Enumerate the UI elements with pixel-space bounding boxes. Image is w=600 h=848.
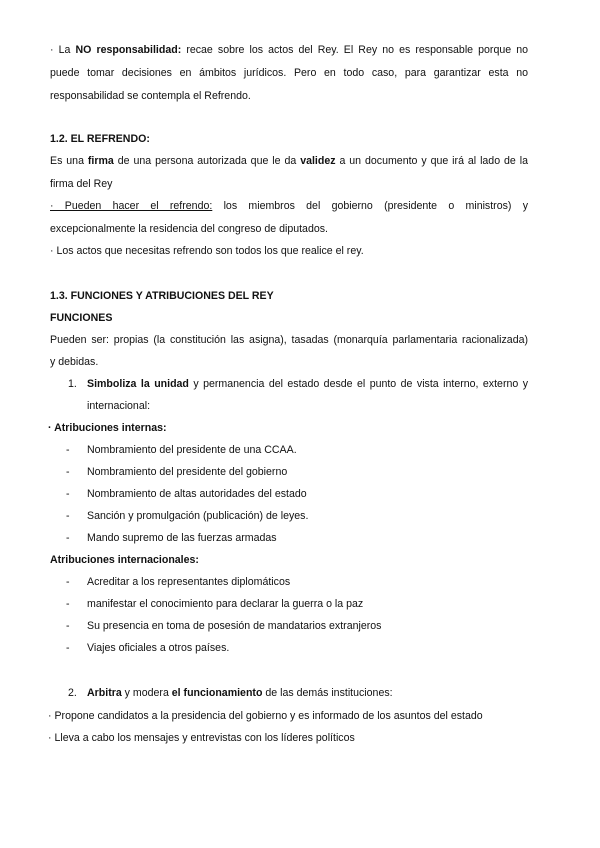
bold-term: NO responsabilidad:: [75, 44, 182, 56]
refrendo-definition-line-1: [50, 154, 528, 168]
item-1-line-1: [87, 377, 528, 391]
text: recae sobre los actos del Rey. El Rey no es responsable porque no: [181, 44, 529, 56]
bold-term: firma: [87, 155, 114, 167]
item-2-line: [87, 686, 393, 700]
bullet-dash: -: [66, 620, 70, 632]
text: y permanencia del estado desde el punto de vista interno, externo y: [188, 378, 528, 390]
heading-funciones-atribuciones: 1.3. FUNCIONES Y ATRIBUCIONES DEL REY: [50, 290, 274, 302]
bold-term: Simboliza la unidad: [87, 378, 189, 390]
refrendo-who-line-1: [50, 199, 528, 213]
bold-term: validez: [300, 155, 336, 167]
heading-atribuciones-internacionales: Atribuciones internacionales:: [50, 554, 199, 566]
internas-item: Mando supremo de las fuerzas armadas: [87, 532, 277, 544]
funciones-types-line-2: y debidas.: [50, 356, 99, 368]
list-number-2: 2.: [68, 687, 77, 699]
bullet-dash: -: [66, 642, 70, 654]
arbitra-detail-line-2: · Lleva a cabo los mensajes y entrevistas con los líderes políticos: [48, 732, 355, 744]
bold-term: el funcionamiento: [171, 687, 263, 699]
refrendo-acts-line: · Los actos que necesitas refrendo son todos los que realice el rey.: [50, 245, 364, 257]
bullet-dash: -: [66, 576, 70, 588]
internacionales-item: Acreditar a los representantes diplomáticos: [87, 576, 291, 588]
text: los miembros del gobierno (presidente o ministros) y: [212, 200, 528, 212]
funciones-types-line-1: Pueden ser: propias (la constitución las asigna), tasadas (monarquía parlamentaria racionalizada): [50, 334, 528, 346]
list-number-1: 1.: [68, 378, 77, 390]
internacionales-item: manifestar el conocimiento para declarar la guerra o la paz: [87, 598, 364, 610]
heading-refrendo: 1.2. EL REFRENDO:: [50, 133, 150, 145]
text: de las demás instituciones:: [262, 687, 393, 699]
item-1-line-2: internacional:: [87, 400, 151, 412]
text: a un documento y que irá al lado de la: [335, 155, 528, 167]
paragraph-no-responsabilidad-line-1: [50, 43, 528, 57]
refrendo-who-line-2: excepcionalmente la residencia del congreso de diputados.: [50, 223, 328, 235]
bullet-dash: -: [66, 466, 70, 478]
text: Es una: [50, 155, 88, 167]
subheading-funciones: FUNCIONES: [50, 312, 113, 324]
refrendo-definition-line-2: firma del Rey: [50, 178, 113, 190]
internas-item: Nombramiento de altas autoridades del estado: [87, 488, 307, 500]
bullet-dash: -: [66, 444, 70, 456]
text: de una persona autorizada que le da: [113, 155, 301, 167]
bullet-dash: -: [66, 598, 70, 610]
internas-item: Nombramiento del presidente de una CCAA.: [87, 444, 297, 456]
bullet-dash: -: [66, 510, 70, 522]
paragraph-no-responsabilidad-line-3: responsabilidad se contempla el Refrendo.: [50, 90, 251, 102]
bold-term: Arbitra: [87, 687, 122, 699]
paragraph-no-responsabilidad-line-2: puede tomar decisiones en ámbitos jurídicos. Pero en todo caso, para garantizar esta no: [50, 67, 528, 79]
text: y modera: [121, 687, 172, 699]
text: · La: [50, 44, 76, 56]
arbitra-detail-line-1: · Propone candidatos a la presidencia del gobierno y es informado de los asuntos del estado: [48, 710, 483, 722]
internas-item: Nombramiento del presidente del gobierno: [87, 466, 288, 478]
internas-item: Sanción y promulgación (publicación) de leyes.: [87, 510, 309, 522]
heading-atribuciones-internas: · Atribuciones internas:: [48, 422, 167, 434]
bullet-dash: -: [66, 532, 70, 544]
internacionales-item: Su presencia en toma de posesión de mandatarios extranjeros: [87, 620, 382, 632]
underlined-text: · Pueden hacer el refrendo:: [50, 200, 213, 212]
internacionales-item: Viajes oficiales a otros países.: [87, 642, 230, 654]
bullet-dash: -: [66, 488, 70, 500]
